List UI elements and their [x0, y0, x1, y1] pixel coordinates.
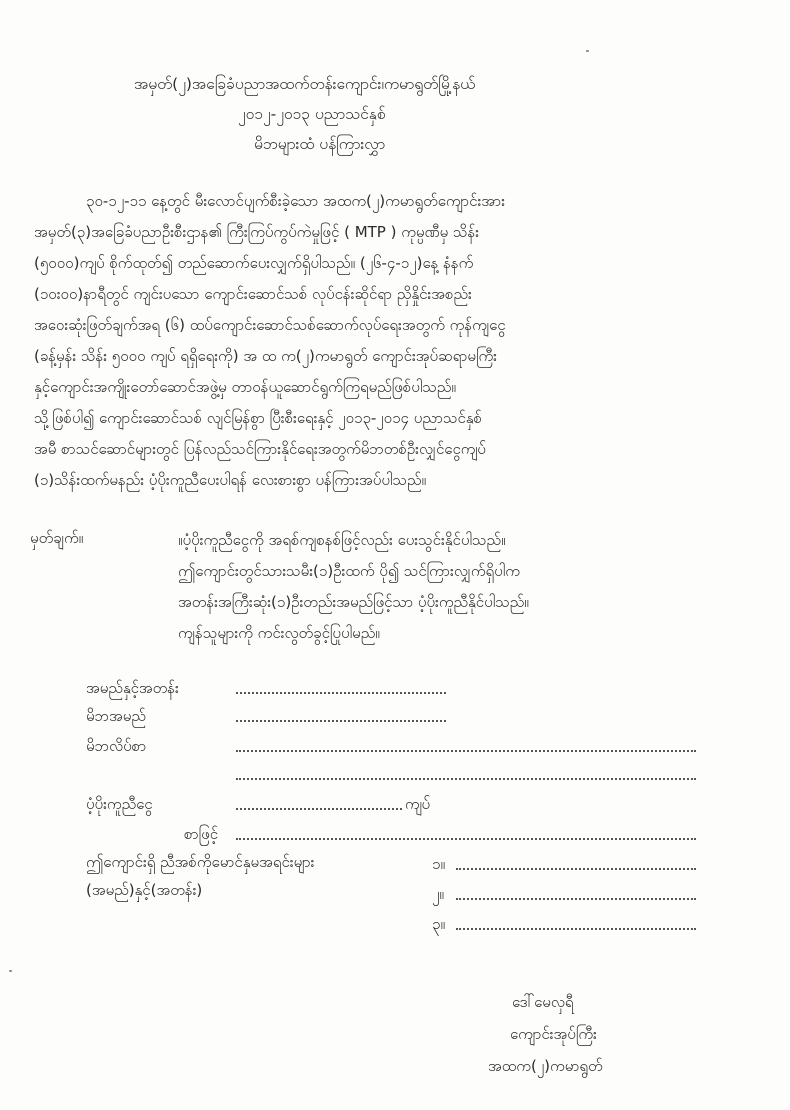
- header-subject-line: မိဘများထံ ပန်ကြားလွှာ: [254, 135, 386, 153]
- note-line: အတန်းအကြီးဆုံး(၁)ဦးတည်းအမည်ဖြင့်သာ ပံ့ပိုးကူညီနိုင်ပါသည်။: [178, 593, 529, 611]
- body-line: အမှတ်(၃)အခြေခံပညာဦးစီးဌာန၏ ကြီးကြပ်ကွပ်ကဲမှုဖြင့် ( MTP ) ကုမ္ပဏီမှ သိန်း: [34, 223, 480, 241]
- body-line: အဝေးဆုံးဖြတ်ချက်အရ (၆) ထပ်ကျောင်းဆောင်သစ်ဆောက်လုပ်ရေးအတွက် ကုန်ကျငွေ: [34, 316, 506, 334]
- sibling-field-2[interactable]: [456, 898, 696, 900]
- parent-name-label: မိဘအမည်: [86, 707, 146, 725]
- name-class-label: အမည်နှင့်အတန်း: [86, 679, 179, 697]
- in-words-field[interactable]: [236, 838, 696, 840]
- body-line: ၃၀-၁၂-၁၁ နေ့တွင် မီးလောင်ပျက်စီးခဲ့သော အထက(၂)ကမာရွတ်ကျောင်းအား: [86, 192, 505, 210]
- sibling-number: ၂။: [432, 885, 444, 903]
- siblings-sublabel: (အမည်)နှင့်(အတန်း): [86, 881, 203, 899]
- note-label: မှတ်ချက်။: [30, 529, 84, 547]
- sibling-number: ၁။: [432, 855, 445, 873]
- header-year-line: ၂၀၁၂-၂၀၁၃ ပညာသင်နှစ်: [238, 105, 386, 123]
- body-line: သို့ဖြစ်ပါ၍ ကျောင်းဆောင်သစ် လျင်မြန်စွာ ပြီးစီးရေးနှင့် ၂၀၁၃-၂၀၁၄ ပညာသင်နှစ်: [34, 409, 482, 427]
- in-words-label: စာဖြင့်: [184, 825, 219, 843]
- siblings-label: ဤကျောင်းရှိ ညီအစ်ကိုမောင်နှမအရင်းများ: [86, 853, 315, 871]
- body-line: (၁၀း၀၀)နာရီတွင် ကျင်းပသော ကျောင်းဆောင်သစ် လုပ်ငန်းဆိုင်ရာ ညှိနှိုင်းအစည်း: [34, 285, 472, 303]
- address-field-line1[interactable]: [236, 750, 696, 752]
- scan-speck: [586, 50, 589, 52]
- name-class-field[interactable]: [236, 692, 446, 694]
- donation-label: ပံ့ပိုးကူညီငွေ: [86, 795, 153, 813]
- sibling-field-1[interactable]: [456, 868, 696, 870]
- body-line: အမီ စာသင်ဆောင်များတွင် ပြန်လည်သင်ကြားနိုင်ရေးအတွက်မိဘတစ်ဦးလျှင်ငွေကျပ်: [34, 440, 486, 458]
- body-line: (၁)သိန်းထက်မနည်း ပံ့ပိုးကူညီပေးပါရန် လေးစားစွာ ပန်ကြားအပ်ပါသည်။: [34, 471, 427, 489]
- body-line: နှင့်ကျောင်းအကျိုးတော်ဆောင်အဖွဲ့မှ တာဝန်ယူဆောင်ရွက်ကြရမည်ဖြစ်ပါသည်။: [34, 378, 456, 396]
- parent-name-field[interactable]: [236, 720, 446, 722]
- note-line: ဤကျောင်းတွင်သားသမီး(၁)ဦးထက် ပို၍ သင်ကြားလျှက်ရှိပါက: [178, 562, 520, 580]
- body-line: (ခန့်မှန်း သိန်း ၅၀၀၀ ကျပ် ရရှိရေးကို) အ ထ က(၂)ကမာရွတ် ကျောင်းအုပ်ဆရာမကြီး: [34, 347, 497, 365]
- signature-title: ကျောင်းအုပ်ကြီး: [510, 1025, 597, 1043]
- currency-label: ကျပ်: [405, 795, 431, 813]
- note-line: ကျန်သူများကို ကင်းလွတ်ခွင့်ပြုပါမည်။: [178, 624, 380, 642]
- sibling-number: ၃။: [432, 915, 445, 933]
- signature-school: အထက(၂)ကမာရွတ်: [488, 1057, 603, 1075]
- sibling-field-3[interactable]: [456, 928, 696, 930]
- body-line: (၅၀၀၀)ကျပ် စိုက်ထုတ်၍ တည်ဆောက်ပေးလျှက်ရှိပါသည်။ (၂၆-၄-၁၂)နေ့ နံနက်: [34, 254, 474, 272]
- header-school-line: အမှတ်(၂)အခြေခံပညာအထက်တန်းကျောင်း၊ကမာရွတ်မြို့နယ်: [134, 75, 476, 93]
- donation-amount-field[interactable]: [236, 808, 402, 810]
- address-field-line2[interactable]: [236, 778, 696, 780]
- address-label: မိဘလိပ်စာ: [86, 737, 147, 755]
- scan-speck: [9, 970, 12, 972]
- note-line: ။ပံ့ပိုးကူညီငွေကို အရစ်ကျစနစ်ဖြင့်လည်း ပေးသွင်းနိုင်ပါသည်။: [178, 531, 506, 549]
- signature-name: ဒေါ်မေလှရီ: [512, 993, 574, 1011]
